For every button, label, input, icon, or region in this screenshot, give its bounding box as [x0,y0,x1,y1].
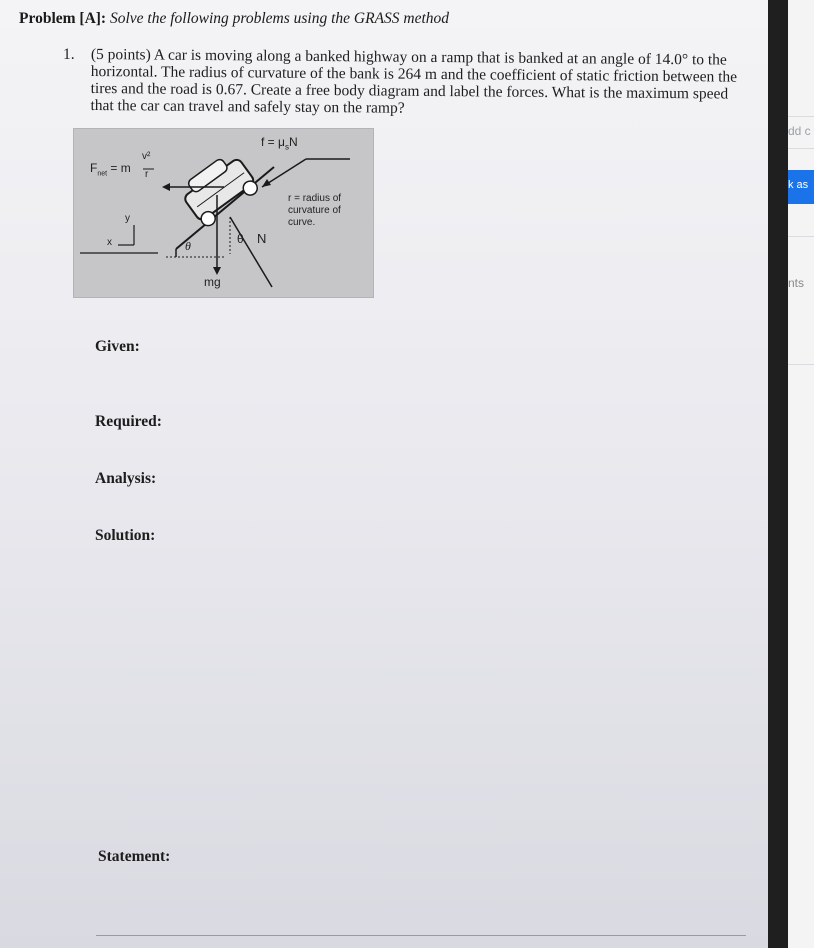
friction-arrowhead [262,179,271,187]
friction-label: $f = \mu_sN$ [261,135,298,152]
axis-y-label: y [125,213,130,224]
given-heading: Given: [95,338,140,355]
side-panel-item-3[interactable]: nts [788,276,805,290]
r-denominator-label: r [145,169,149,180]
mg-arrowhead [213,267,221,275]
fnet-arrowhead [162,183,170,191]
side-panel-button[interactable]: k as [788,170,814,204]
problem-instruction: Solve the following problems using the GRASS method [109,10,450,27]
side-panel [788,0,814,948]
normal-line [230,217,272,287]
problem-title [19,10,449,28]
car-shape [177,149,261,229]
fnet-label: $F_{net} = m$ [90,161,131,178]
v-squared-label: v² [142,151,151,162]
mg-label: mg [204,275,221,289]
free-body-diagram [73,128,374,298]
normal-force-label: N [257,231,267,246]
question-text: (5 points) A car is moving along a banked highway on a ramp that is banked at an angle of 14.0° to the horizontal. The radius of curvature of the bank is 264 m and the coefficient of static friction between the tires and the road is 0.67. Create a free body diagram and label the forces. What is the maximum speed that the car can travel and safely stay on the ramp? [90,46,738,117]
solution-heading: Solution: [95,527,156,544]
dark-edge-strip [768,0,788,948]
side-panel-item-1[interactable]: dd c [788,124,811,138]
bottom-rule [96,935,746,936]
problem-label: Problem [A]: [19,10,107,27]
statement-heading: Statement: [98,848,171,865]
radius-note: r = radius of curvature of curve. [288,193,342,228]
required-heading: Required: [95,413,162,430]
question-number: 1. [63,46,75,63]
theta-label-left: θ [185,239,191,253]
analysis-heading: Analysis: [95,470,157,487]
theta-label-right: θ [237,232,244,246]
axis-x-label: x [107,237,112,248]
